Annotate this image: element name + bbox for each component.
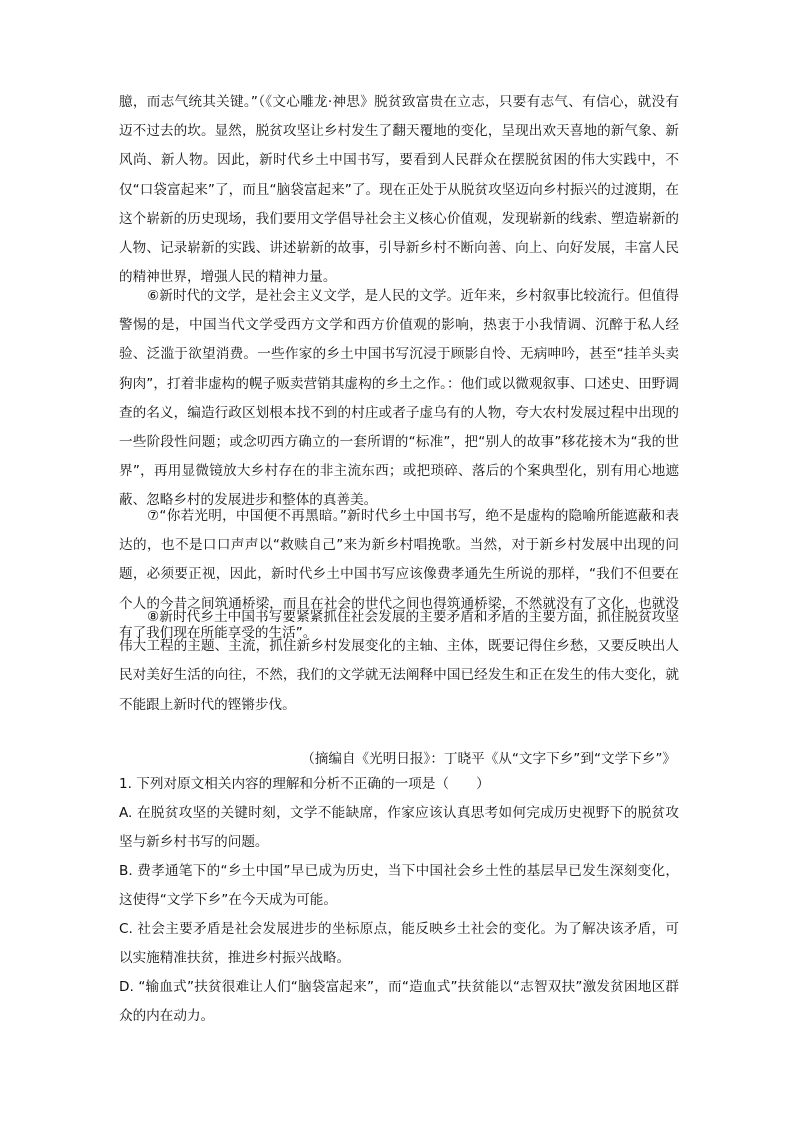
option-c: C. 社会主要矛盾是社会发展进步的坐标原点，能反映乡土社会的变化。为了解决该矛盾，可以实施精准扶贫，推进乡村振兴战略。 <box>119 921 679 967</box>
option-b: B. 费孝通笔下的“乡土中国”早已成为历史，当下中国社会乡土性的基层早已发生深刻变化，这使得“文学下乡”在今天成为可能。 <box>119 863 679 909</box>
question-stem: 1. 下列对原文相关内容的理解和分析不正确的一项是（ ） <box>119 776 490 792</box>
paragraph-5-continued: 臆，而志气统其关键。”（《文心雕龙·神思》脱贫致富贵在立志，只要有志气、有信心，就没有迈不过去的坎。显然，脱贫攻坚让乡村发生了翻天覆地的变化，呈现出欢天喜地的新气象、新风尚、新人物。因此，新时代乡土中国书写，要看到人民群众在摆脱贫困的伟大实践中，不仅“口袋富起来”了，而且“脑袋富起来”了。现在正处于从脱贫攻坚迈向乡村振兴的过渡期，在这个崭新的历史现场，我们要用文学倡导社会主义核心价值观，发现崭新的线索、塑造崭新的人物、记录崭新的实践、讲述崭新的故事，引导新乡村不断向善、向上、向好发展，丰富人民的精神世界，增强人民的精神力量。 <box>119 94 679 286</box>
source-citation: （摘编自《光明日报》：丁晓平《从“文字下乡”到“文学下乡”》 <box>301 751 676 767</box>
option-a: A. 在脱贫攻坚的关键时刻，文学不能缺席，作家应该认真思考如何完成历史视野下的脱贫攻坚与新乡村书写的问题。 <box>119 805 679 851</box>
paragraph-6: ⑥新时代的文学，是社会主义文学，是人民的文学。近年来，乡村叙事比较流行。但值得警惕的是，中国当代文学受西方文学和西方价值观的影响，热衷于小我情调、沉醉于私人经验、泛滥于欲望消费。一些作家的乡土中国书写沉浸于顾影自怜、无病呻吟，甚至“挂羊头卖狗肉”，打着非虚构的幌子贩卖营销其虚构的乡土之作。：他们或以微观叙事、口述史、田野调查的名义，编造行政区划根本找不到的村庄或者子虚乌有的人物，夸大农村发展过程中出现的一些阶段性问题；或念叨西方确立的一套所谓的“标准”，把“别人的故事”移花接木为“我的世界”，再用显微镜放大乡村存在的非主流东西；或把琐碎、落后的个案典型化，别有用心地遮蔽、忽略乡村的发展进步和整体的真善美。 <box>119 288 679 509</box>
paragraph-8: ⑧新时代乡土中国书写要紧紧抓住社会发展的主要矛盾和矛盾的主要方面，抓住脱贫攻坚伟大工程的主题、主流，抓住新乡村发展变化的主轴、主体，既要记得住乡愁，又要反映出人民对美好生活的向往，不然，我们的文学就无法阐释中国已经发生和正在发生的伟大变化，就不能跟上新时代的铿锵步伐。 <box>119 609 679 713</box>
paragraph-7: ⑦“你若光明，中国便不再黑暗。”新时代乡土中国书写，绝不是虚构的隐喻所能遮蔽和表达的，也不是口口声声以“救赎自己”来为新乡村唱挽歌。当然，对于新乡村发展中出现的问题，必须要正视，因此，新时代乡土中国书写应该像费孝通先生所说的那样，“我们不但要在个人的今昔之间筑通桥梁，而且在社会的世代之间也得筑通桥梁，不然就没有了文化，也就没有了我们现在所能享受的生活”。 <box>119 508 679 641</box>
option-d: D. “输血式”扶贫很难让人们“脑袋富起来”，而“造血式”扶贫能以“志智双扶”激发贫困地区群众的内在动力。 <box>119 979 679 1025</box>
